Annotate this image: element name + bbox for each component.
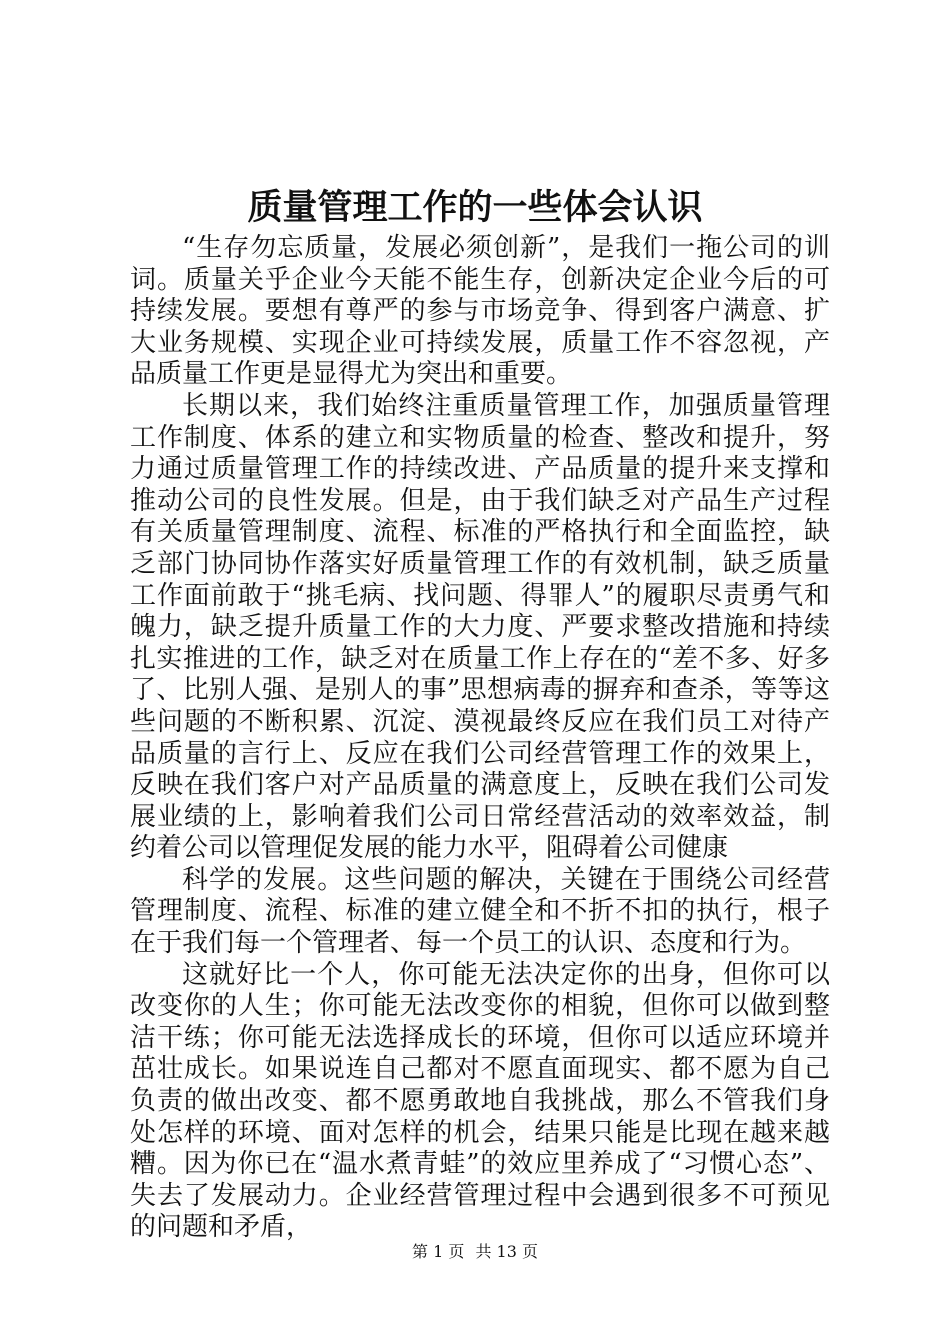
page-total: 共 13 页: [475, 1242, 538, 1261]
paragraph-2: 长期以来，我们始终注重质量管理工作，加强质量管理工作制度、体系的建立和实物质量的检查、整改和提升，努力通过质量管理工作的持续改进、产品质量的提升来支撑和推动公司的良性发展。但是，由于我们缺乏对产品生产过程有关质量管理制度、流程、标准的严格执行和全面监控，缺乏部门协同协作落实好质量管理工作的有效机制，缺乏质量工作面前敢于“挑毛病、找问题、得罪人”的履职尽责勇气和魄力，缺乏提升质量工作的大力度、严要求整改措施和持续扎实推进的工作，缺乏对在质量工作上存在的“差不多、好多了、比别人强、是别人的事”思想病毒的摒弃和查杀，等等这些问题的不断积累、沉淀、漠视最终反应在我们员工对待产品质量的言行上、反应在我们公司经营管理工作的效果上，反映在我们客户对产品质量的满意度上，反映在我们公司发展业绩的上，影响着我们公司日常经营活动的效率效益，制约着公司以管理促发展的能力水平，阻碍着公司健康: [130, 390, 830, 864]
page-number: 第 1 页: [412, 1242, 465, 1261]
paragraph-4: 这就好比一个人，你可能无法决定你的出身，但你可以改变你的人生；你可能无法改变你的相貌，但你可以做到整洁干练；你可能无法选择成长的环境，但你可以适应环境并茁壮成长。如果说连自己都对不愿直面现实、都不愿为自己负责的做出改变、都不愿勇敢地自我挑战，那么不管我们身处怎样的环境、面对怎样的机会，结果只能是比现在越来越糟。因为你已在“温水煮青蛙”的效应里养成了“习惯心态”、失去了发展动力。企业经营管理过程中会遇到很多不可预见的问题和矛盾，: [130, 959, 830, 1243]
document-body: [130, 233, 830, 1244]
paragraph-1: “生存勿忘质量，发展必须创新”，是我们一拖公司的训词。质量关乎企业今天能不能生存，创新决定企业今后的可持续发展。要想有尊严的参与市场竞争、得到客户满意、扩大业务规模、实现企业可持续发展，质量工作不容忽视，产品质量工作更是显得尤为突出和重要。: [130, 233, 830, 390]
paragraph-3: 科学的发展。这些问题的解决，关键在于围绕公司经营管理制度、流程、标准的建立健全和不折不扣的执行，根子在于我们每一个管理者、每一个员工的认识、态度和行为。: [130, 864, 830, 959]
page-footer: [0, 1240, 950, 1264]
document-title: 质量管理工作的一些体会认识: [247, 187, 703, 228]
